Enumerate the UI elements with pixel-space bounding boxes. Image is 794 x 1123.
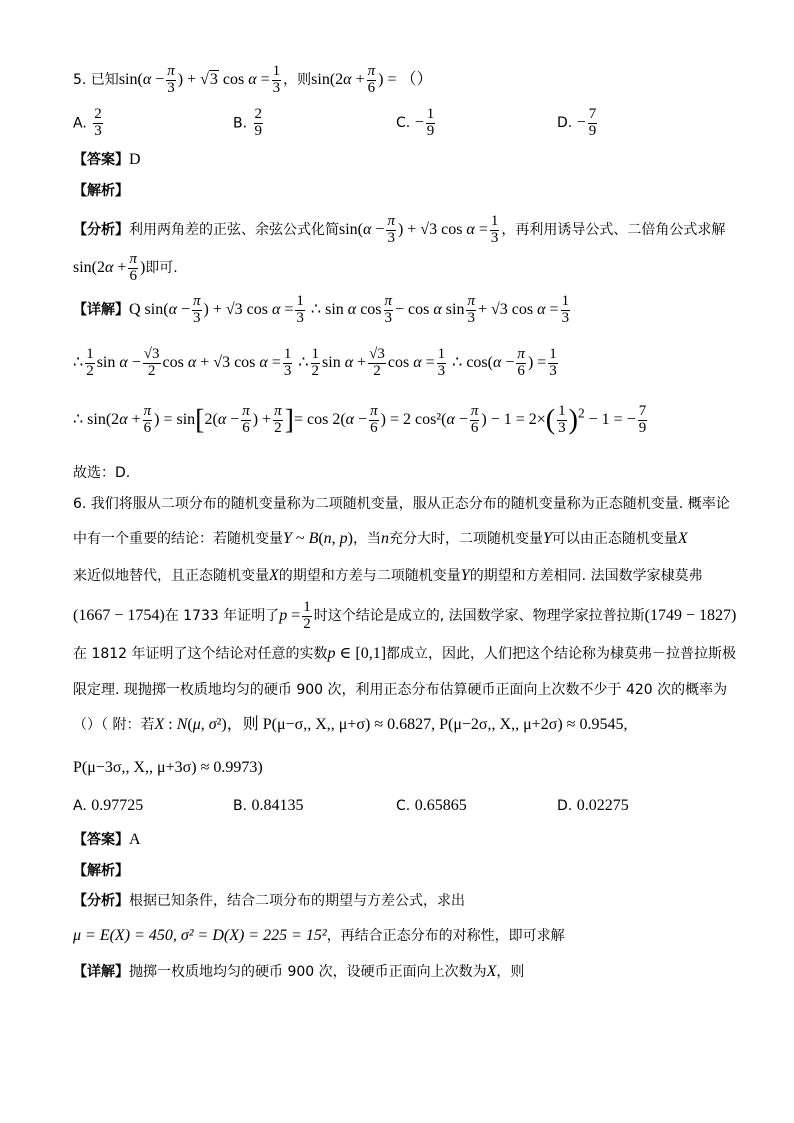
q6-text: 中有一个重要的结论：若随机变量 [73, 531, 283, 547]
q5-detail-line3: ∴ sin(2α + $\frac{\pi}{6}$ ) = sin[2(α − $\frac{\pi}{6}$ ) + $\frac{\pi}{2}$ ]= cos 2(α − $\frac{\pi}{6}$ ) = 2 cos²(α − $\frac{\pi}{6}$ ) − 1 = 2×( $\frac{1}{3}$ )$^2$ − 1 = − $\frac{7}{9}$ [73, 403, 647, 436]
q6-text: 的期望和方差相同. 法国数学家棣莫弗 [469, 568, 703, 584]
q6-line5 [73, 646, 736, 662]
q6-line7 [73, 717, 627, 733]
q6-option-d[interactable] [557, 798, 629, 814]
option-letter: D. [557, 798, 573, 814]
q6-years-1: (1667 − 1754) [73, 606, 165, 624]
q6-line6: 限定理. 现抛掷一枚质地均匀的硬币 900 次，利用正态分布估算硬币正面向上次数不少于 420 次的概率为 [73, 682, 728, 698]
q5-option-c[interactable] [396, 107, 437, 140]
option-value: 0.84135 [251, 797, 304, 814]
q6-text: 来近似地替代，且正态随机变量 [73, 568, 269, 584]
q6-fenxi [73, 894, 465, 908]
fenxi-text-3: 即可. [145, 259, 178, 276]
q6-analysis-label: 【解析】 [73, 863, 129, 879]
fenxi-formula-2: sin(2α + $\frac{\pi}{6}$ ) [73, 251, 146, 284]
answer-label: 【答案】 [73, 152, 129, 168]
option-letter: B. [233, 115, 248, 132]
q6-x: X [269, 567, 279, 584]
q5-fenxi [73, 214, 725, 247]
q5-detail-line1 [73, 294, 572, 327]
detail-formula-1: Q sin(α − $\frac{\pi}{3}$ ) + √3 cos α = $\frac{1}{3}$ ∴ sin α cos $\frac{\pi}{3}$ − cos α sin $\frac{\pi}{3}$ + √3 cos α = $\frac{1}{3}$ [129, 293, 570, 326]
q6-line8: P(μ−3σ,, X,, μ+3σ) ≈ 0.9973) [73, 759, 263, 776]
option-value: 0.97725 [91, 797, 144, 814]
detail-tail: ，则 [496, 964, 525, 980]
option-value: $\frac{2}{9}$ [254, 106, 263, 139]
q6-option-c[interactable] [396, 798, 467, 814]
q6-n: n [381, 530, 389, 547]
fenxi-text: 利用两角差的正弦、余弦公式化简 [129, 221, 339, 238]
q6-text: 充分大时，二项随机变量 [389, 531, 543, 547]
option-letter: C. [396, 798, 411, 814]
fenxi-tail: ，再结合正态分布的对称性，即可求解 [326, 928, 565, 944]
q6-text: 时这个结论是成立的, 法国数学家、物理学家拉普拉斯 [313, 607, 645, 624]
q5-premise: sin(α − $\frac{\pi}{3}$ ) + √3 cos α = $\frac{1}{3}$ [118, 63, 281, 96]
fenxi-label: 【分析】 [73, 893, 129, 909]
q6-line1: 6. 我们将服从二项分布的随机变量称为二项随机变量，服从正态分布的随机变量称为正态随机变量. 概率论 [73, 496, 730, 512]
q6-probabilities: P(μ−σ,, X,, μ+σ) ≈ 0.6827, P(μ−2σ,, X,, μ+2σ) ≈ 0.9545, [262, 716, 628, 733]
option-value: 0.65865 [414, 797, 467, 814]
option-letter: A. [73, 798, 87, 814]
option-value: 0.02275 [576, 797, 629, 814]
q5-ask-text: ，则 [283, 71, 312, 88]
q6-detail [73, 964, 524, 980]
q6-option-b[interactable] [233, 798, 304, 814]
fenxi-text: 根据已知条件，结合二项分布的期望与方差公式，求出 [129, 893, 465, 909]
q6-x: X [677, 530, 688, 547]
q6-normal: X : N(μ, σ²)，则 [154, 716, 263, 733]
answer-value: D [129, 151, 141, 168]
q5-analysis-label: 【解析】 [73, 183, 129, 199]
q5-number: 5. 已知 [73, 71, 119, 88]
option-value: − $\frac{7}{9}$ [576, 106, 597, 139]
q6-text: 在 1733 年证明了 [164, 607, 280, 624]
q6-fenxi-formula [73, 928, 565, 944]
q6-answer [73, 832, 141, 848]
option-letter: C. [396, 114, 411, 131]
q6-p-interval: p ∈ [0,1] [327, 645, 387, 662]
q6-line2 [73, 531, 688, 547]
fenxi-label: 【分析】 [73, 221, 129, 238]
q6-line4 [73, 600, 736, 633]
fenxi-formula: sin(α − $\frac{\pi}{3}$ ) + √3 cos α = $\frac{1}{3}$ [339, 213, 499, 246]
q5-choose: 故选：D. [73, 465, 131, 481]
option-letter: B. [233, 798, 248, 814]
q5-option-a[interactable] [73, 107, 105, 140]
xiangjie-label: 【详解】 [73, 301, 129, 318]
q6-y: Y [460, 567, 470, 584]
option-letter: D. [557, 114, 573, 131]
q5-ask: sin(2α + $\frac{\pi}{6}$ ) = （） [311, 63, 433, 96]
q5-detail-line2: ∴ $\frac{1}{2}$ sin α − $\frac{√3}{2}$ cos α + √3 cos α = $\frac{1}{3}$ ∴ $\frac{1}{2}$ sin α + $\frac{√3}{2}$ cos α = $\frac{1}{3}$ ∴ cos(α − $\frac{\pi}{6}$ ) = $\frac{1}{3}$ [73, 346, 557, 379]
answer-value: A [129, 831, 141, 848]
q6-y: Y [543, 530, 552, 547]
q6-p-half: p = $\frac{1}{2}$ [279, 599, 311, 632]
fenxi-formula: μ = E(X) = 450, σ² = D(X) = 225 = 15² [73, 927, 327, 944]
option-value: $\frac{2}{3}$ [94, 106, 102, 139]
option-letter: A. [73, 115, 87, 132]
q6-x: X [486, 963, 497, 980]
option-value: − $\frac{1}{9}$ [414, 106, 435, 139]
q6-line3 [73, 568, 703, 584]
xiangjie-label: 【详解】 [73, 964, 129, 980]
q6-text: 在 1812 年证明了这个结论对任意的实数 [73, 646, 328, 662]
q6-option-a[interactable] [73, 798, 143, 814]
q5-option-d[interactable] [557, 107, 599, 140]
q6-years-2: (1749 − 1827) [644, 606, 737, 624]
q5-answer [73, 152, 141, 168]
q6-text: 的期望和方差与二项随机变量 [278, 568, 461, 584]
detail-text: 抛掷一枚质地均匀的硬币 900 次，设硬币正面向上次数为 [129, 964, 487, 980]
q5-fenxi-line2 [73, 252, 178, 285]
q6-text: ，当 [353, 531, 381, 547]
q6-text: 都成立，因此，人们把这个结论称为棣莫弗－拉普拉斯极 [386, 646, 737, 662]
q6-text: 可以由正态随机变量 [551, 531, 678, 547]
q5-stem [73, 64, 432, 97]
q6-text: （）（ 附：若 [73, 717, 155, 733]
q5-option-b[interactable] [233, 107, 265, 140]
answer-label: 【答案】 [73, 832, 129, 848]
q6-y-binomial: Y ~ B(n, p) [283, 530, 353, 547]
fenxi-text-2: ，再利用诱导公式、二倍角公式求解 [501, 221, 726, 238]
